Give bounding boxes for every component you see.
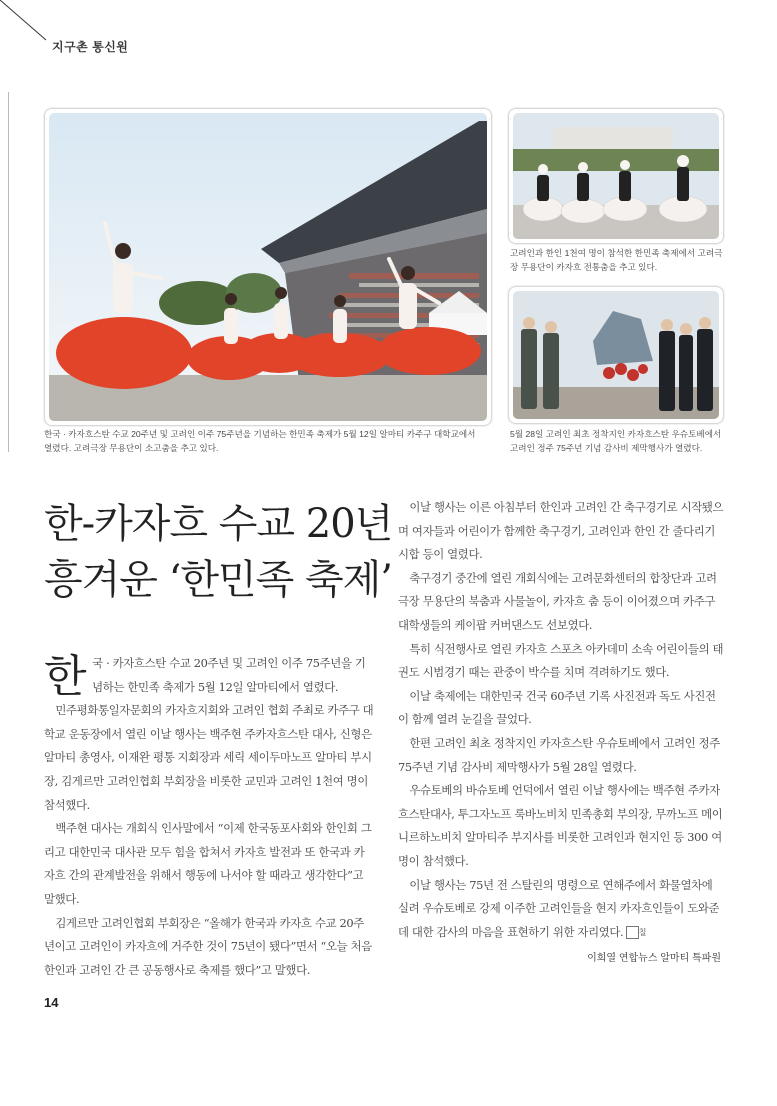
top-right-photo	[508, 108, 724, 244]
main-photo-caption: 한국 · 카자흐스탄 수교 20주년 및 고려인 이주 75주년을 기념하는 한민족 축제가 5월 12일 알마티 카주구 대학교에서 열렸다. 고려극장 무용단이 소고춤을 추고 있다.	[44, 429, 476, 453]
headline-line1: 한-카자흐 수교 20년	[44, 501, 393, 547]
article-paragraph: 한편 고려인 최초 정착지인 카자흐스탄 우슈토베에서 고려인 정주 75주년 기념 감사비 제막행사가 5월 28일 열렸다.	[398, 735, 720, 774]
article-paragraph: 우슈토베의 바슈토베 언덕에서 열린 이날 행사에는 백주현 주카자흐스탄대사, 투그자노프 룩바노비치 민족총회 부의장, 무까노프 메이니르하노비치 알마티주 부지사를 비롯한 고려인과 현지인 등 300 여명이 참석했다.	[398, 783, 723, 868]
article-column-right	[398, 496, 726, 944]
main-photo	[44, 108, 492, 426]
corner-diagonal-line	[0, 0, 60, 60]
article-paragraph: 한국 · 카자흐스탄 수교 20주년 및 고려인 이주 75주년을 기념하는 한민족 축제가 5월 12일 알마티에서 열렸다.	[44, 651, 366, 702]
page-number: 14	[44, 995, 59, 1010]
bottom-right-caption: 5월 28일 고려인 최초 정착지인 카자흐스탄 우슈토베에서 고려인 정주 75주년 기념 감사비 제막행사가 열렸다.	[510, 429, 722, 453]
article-paragraph: 이날 축제에는 대한민국 건국 60주년 기록 사진전과 독도 사진전이 함께 열려 눈길을 끌었다.	[398, 688, 716, 727]
article-paragraph: 이날 행사는 75년 전 스탈린의 명령으로 연해주에서 화물열차에 실려 우슈토베로 강제 이주한 고려인들을 현지 카자흐인들이 도와준 데 대한 감사의 마음을 표현하기 위한 자리였다. 칠	[398, 877, 720, 939]
article-column-left	[44, 652, 374, 982]
article-paragraph: 이날 행사는 이른 아침부터 한인과 고려인 간 축구경기로 시작됐으며 여자들과 어린이가 함께한 축구경기, 고려인과 한인 간 줄다리기 시합 등이 열렸다.	[398, 500, 724, 562]
byline: 이희열 연합뉴스 알마티 특파원	[587, 953, 721, 964]
headline	[44, 496, 444, 608]
article-paragraph: 특히 식전행사로 열린 카자흐 스포츠 아카데미 소속 어린이들의 태권도 시범경기 때는 관중이 박수를 치며 격려하기도 했다.	[398, 641, 724, 680]
top-right-caption: 고려인과 한인 1천여 명이 참석한 한민족 축제에서 고려극장 무용단이 카자흐 전통춤을 추고 있다.	[510, 248, 723, 272]
section-label: 지구촌 통신원	[52, 40, 129, 54]
headline-line2: 흥겨운 ‘한민족 축제’	[44, 557, 392, 603]
margin-rule	[8, 92, 9, 452]
bottom-right-photo	[508, 286, 724, 424]
article-paragraph: 김게르만 고려인협회 부회장은 “올해가 한국과 카자흐 수교 20주년이고 고려인이 카자흐에 거주한 것이 75년이 됐다”면서 “오늘 처음 한인과 고려인 간 큰 공동행사로 축제를 했다”고 말했다.	[44, 915, 372, 977]
article-paragraph: 민주평화통일자문회의 카자흐지회와 고려인 협회 주최로 카주구 대학교 운동장에서 열린 이날 행사는 백주현 주카자흐스탄 대사, 신형은 알마티 총영사, 이재완 평통 지회장과 세릭 세이두마노프 알마티 부시장, 김게르만 고려인협회 부회장을 비롯한 교민과 고려인 1천여 명이 참석했다.	[44, 703, 374, 812]
article-paragraph: 백주현 대사는 개회식 인사말에서 “이제 한국동포사회와 한인회 그리고 대한민국 대사관 모두 힘을 합쳐서 카자흐 발전과 또 한국과 카자흐 간의 관계발전을 위해서 행동에 나서야 할 때라고 생각한다”고 말했다.	[44, 821, 372, 906]
drop-cap: 한	[44, 651, 87, 702]
article-paragraph: 축구경기 중간에 열린 개회식에는 고려문화센터의 합창단과 고려극장 무용단의 북춤과 사물놀이, 카자흐 춤 등이 이어졌으며 카주구 대학생들의 케이팝 커버댄스도 선보였다.	[398, 570, 717, 632]
end-mark-icon: 칠	[626, 926, 639, 939]
